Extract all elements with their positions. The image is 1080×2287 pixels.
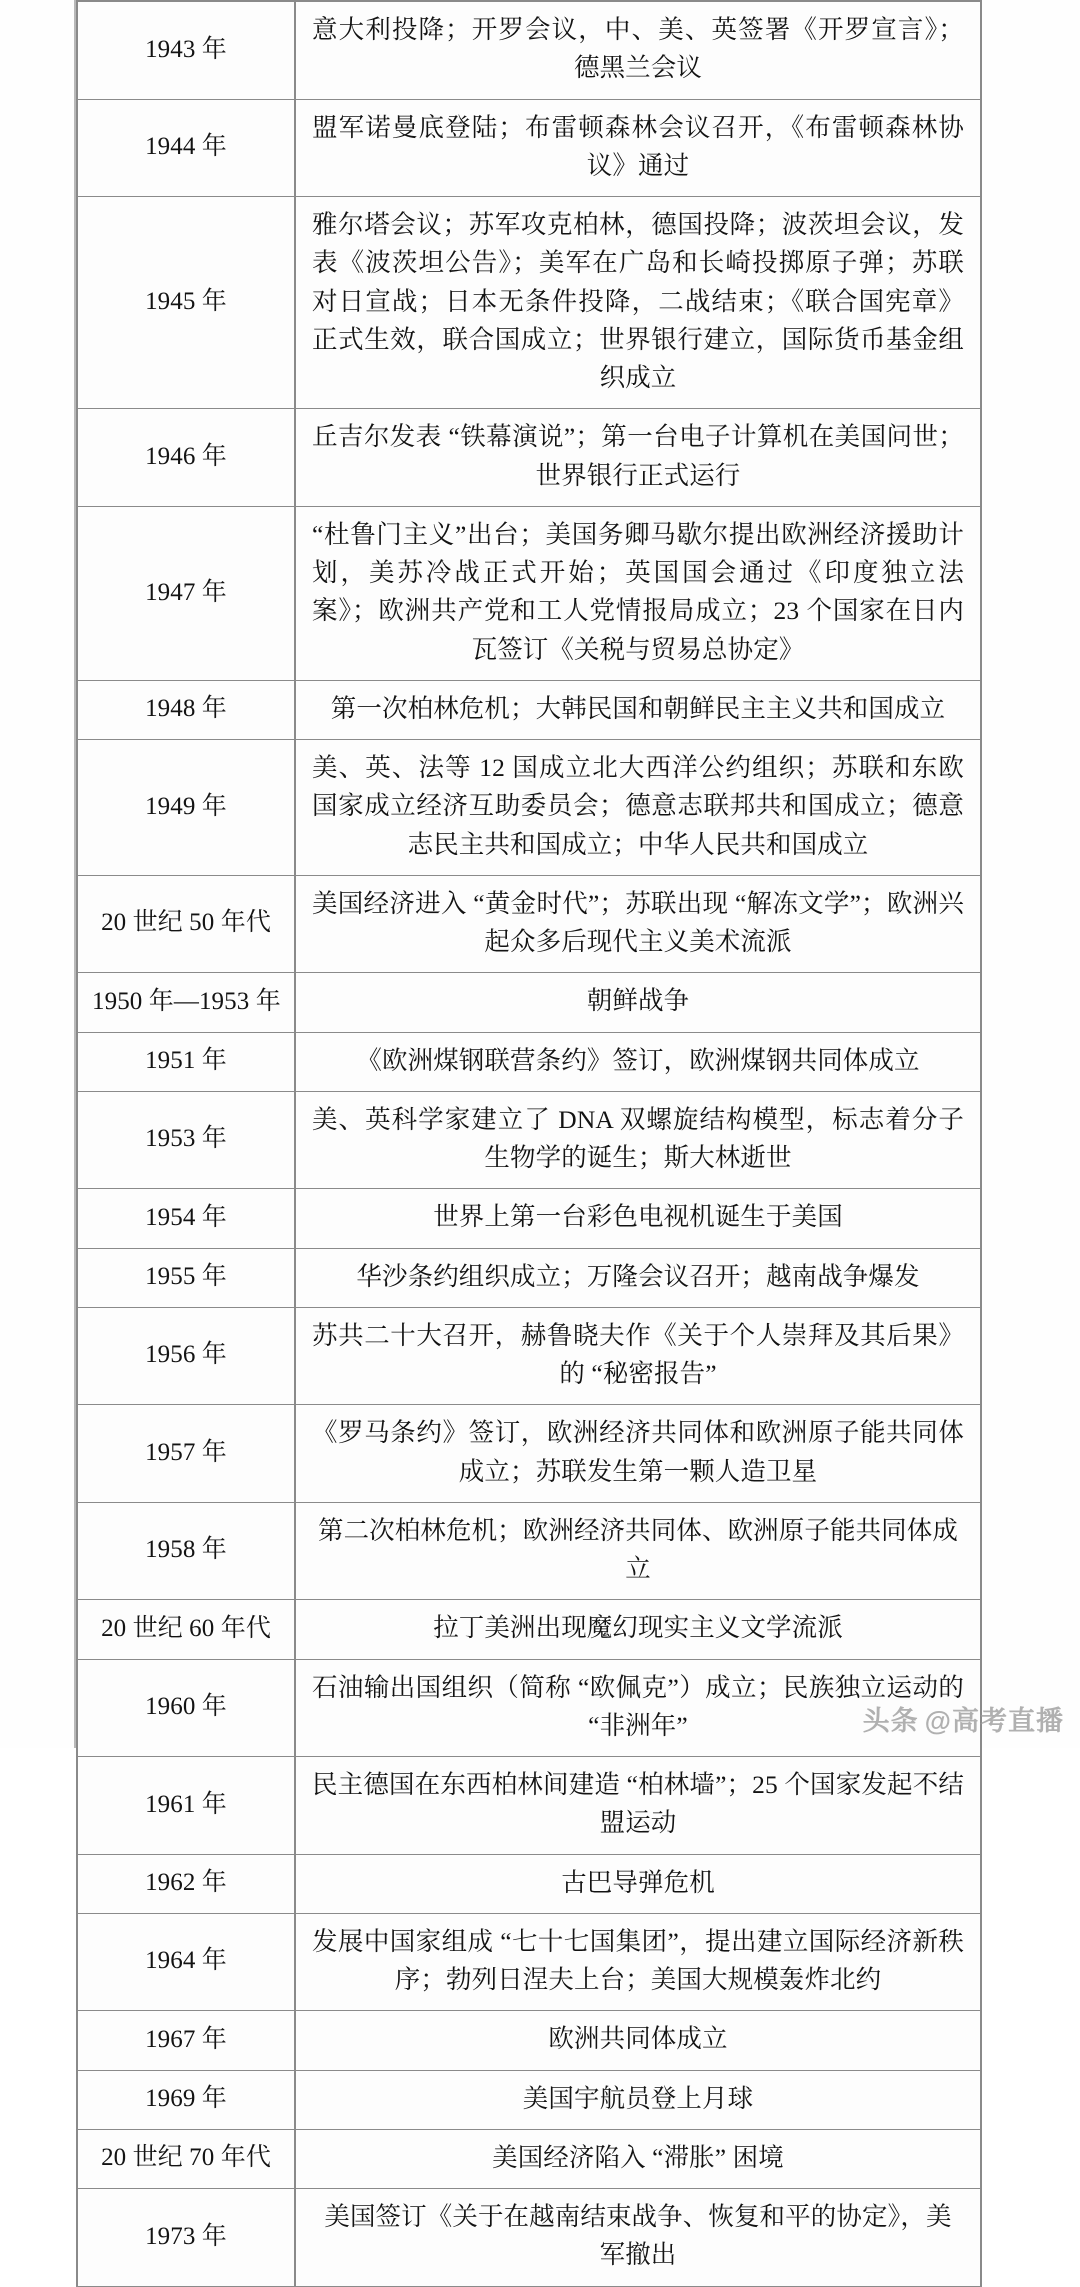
table-row <box>77 2070 981 2129</box>
table-row <box>77 1913 981 2011</box>
year-cell: 1947 年 <box>77 506 295 680</box>
event-cell: 美国经济进入 “黄金时代”；苏联出现 “解冻文学”；欧洲兴起众多后现代主义美术流派 <box>295 875 981 973</box>
table-row <box>77 1032 981 1091</box>
table-row <box>77 2189 981 2287</box>
table-row <box>77 1405 981 1503</box>
year-cell: 20 世纪 60 年代 <box>77 1600 295 1659</box>
table-row <box>77 1854 981 1913</box>
table-row <box>77 1091 981 1189</box>
table-row <box>77 2129 981 2188</box>
event-cell: 石油输出国组织（简称 “欧佩克”）成立；民族独立运动的 “非洲年” <box>295 1659 981 1757</box>
year-cell: 1960 年 <box>77 1659 295 1757</box>
year-cell: 1946 年 <box>77 409 295 507</box>
event-cell: 第一次柏林危机；大韩民国和朝鲜民主主义共和国成立 <box>295 680 981 739</box>
year-cell: 1973 年 <box>77 2189 295 2287</box>
table-row <box>77 1 981 99</box>
watermark-logo: 头条 <box>862 1706 919 1736</box>
event-cell: 《欧洲煤钢联营条约》签订，欧洲煤钢共同体成立 <box>295 1032 981 1091</box>
year-cell: 1962 年 <box>77 1854 295 1913</box>
year-cell: 1964 年 <box>77 1913 295 2011</box>
table-row <box>77 1248 981 1307</box>
watermark-handle: @高考直播 <box>924 1706 1064 1736</box>
event-cell: 世界上第一台彩色电视机诞生于美国 <box>295 1189 981 1248</box>
event-cell: 《罗马条约》签订，欧洲经济共同体和欧洲原子能共同体成立；苏联发生第一颗人造卫星 <box>295 1405 981 1503</box>
event-cell: 美、英科学家建立了 DNA 双螺旋结构模型，标志着分子生物学的诞生；斯大林逝世 <box>295 1091 981 1189</box>
event-cell: 华沙条约组织成立；万隆会议召开；越南战争爆发 <box>295 1248 981 1307</box>
year-cell: 1950 年—1953 年 <box>77 973 295 1032</box>
year-cell: 1967 年 <box>77 2011 295 2070</box>
year-cell: 1958 年 <box>77 1502 295 1600</box>
year-cell: 1957 年 <box>77 1405 295 1503</box>
table-row <box>77 973 981 1032</box>
table-row <box>77 506 981 680</box>
table-row <box>77 680 981 739</box>
year-cell: 1961 年 <box>77 1757 295 1855</box>
event-cell: 盟军诺曼底登陆；布雷顿森林会议召开，《布雷顿森林协议》通过 <box>295 99 981 197</box>
year-cell: 20 世纪 50 年代 <box>77 875 295 973</box>
event-cell: 美国签订《关于在越南结束战争、恢复和平的协定》，美军撤出 <box>295 2189 981 2287</box>
table-row <box>77 197 981 409</box>
table-row <box>77 875 981 973</box>
table-row <box>77 1502 981 1600</box>
table-row <box>77 1600 981 1659</box>
event-cell: 美国经济陷入 “滞胀” 困境 <box>295 2129 981 2188</box>
year-cell: 1945 年 <box>77 197 295 409</box>
table-row <box>77 1757 981 1855</box>
event-cell: 古巴导弹危机 <box>295 1854 981 1913</box>
event-cell: 美、英、法等 12 国成立北大西洋公约组织；苏联和东欧国家成立经济互助委员会；德意志联邦共和国成立；德意志民主共和国成立；中华人民共和国成立 <box>295 740 981 876</box>
table-row <box>77 1189 981 1248</box>
year-cell: 1949 年 <box>77 740 295 876</box>
event-cell: 欧洲共同体成立 <box>295 2011 981 2070</box>
event-cell: 朝鲜战争 <box>295 973 981 1032</box>
year-cell: 1954 年 <box>77 1189 295 1248</box>
table-row <box>77 99 981 197</box>
year-cell: 20 世纪 70 年代 <box>77 2129 295 2188</box>
year-cell: 1951 年 <box>77 1032 295 1091</box>
table-row <box>77 740 981 876</box>
year-cell: 1943 年 <box>77 1 295 99</box>
event-cell: 民主德国在东西柏林间建造 “柏林墙”；25 个国家发起不结盟运动 <box>295 1757 981 1855</box>
event-cell: “杜鲁门主义”出台；美国务卿马歇尔提出欧洲经济援助计划，美苏冷战正式开始；英国国会通过《印度独立法案》；欧洲共产党和工人党情报局成立；23 个国家在日内瓦签订《关税与贸易总协定》 <box>295 506 981 680</box>
event-cell: 苏共二十大召开，赫鲁晓夫作《关于个人崇拜及其后果》的 “秘密报告” <box>295 1307 981 1405</box>
event-cell: 意大利投降；开罗会议，中、美、英签署《开罗宣言》；德黑兰会议 <box>295 1 981 99</box>
year-cell: 1956 年 <box>77 1307 295 1405</box>
table-row <box>77 409 981 507</box>
table-row <box>77 1307 981 1405</box>
year-cell: 1955 年 <box>77 1248 295 1307</box>
event-cell: 拉丁美洲出现魔幻现实主义文学流派 <box>295 1600 981 1659</box>
year-cell: 1969 年 <box>77 2070 295 2129</box>
event-cell: 雅尔塔会议；苏军攻克柏林，德国投降；波茨坦会议，发表《波茨坦公告》；美军在广岛和长崎投掷原子弹；苏联对日宣战；日本无条件投降，二战结束；《联合国宪章》正式生效，联合国成立；世界银行建立，国际货币基金组织成立 <box>295 197 981 409</box>
event-cell: 发展中国家组成 “七十七国集团”，提出建立国际经济新秩序；勃列日涅夫上台；美国大规模轰炸北约 <box>295 1913 981 2011</box>
event-cell: 第二次柏林危机；欧洲经济共同体、欧洲原子能共同体成立 <box>295 1502 981 1600</box>
year-cell: 1944 年 <box>77 99 295 197</box>
table-row <box>77 1659 981 1757</box>
table-row <box>77 2011 981 2070</box>
event-cell: 美国宇航员登上月球 <box>295 2070 981 2129</box>
year-cell: 1948 年 <box>77 680 295 739</box>
chronology-table <box>76 0 982 2287</box>
year-cell: 1953 年 <box>77 1091 295 1189</box>
event-cell: 丘吉尔发表 “铁幕演说”；第一台电子计算机在美国问世；世界银行正式运行 <box>295 409 981 507</box>
